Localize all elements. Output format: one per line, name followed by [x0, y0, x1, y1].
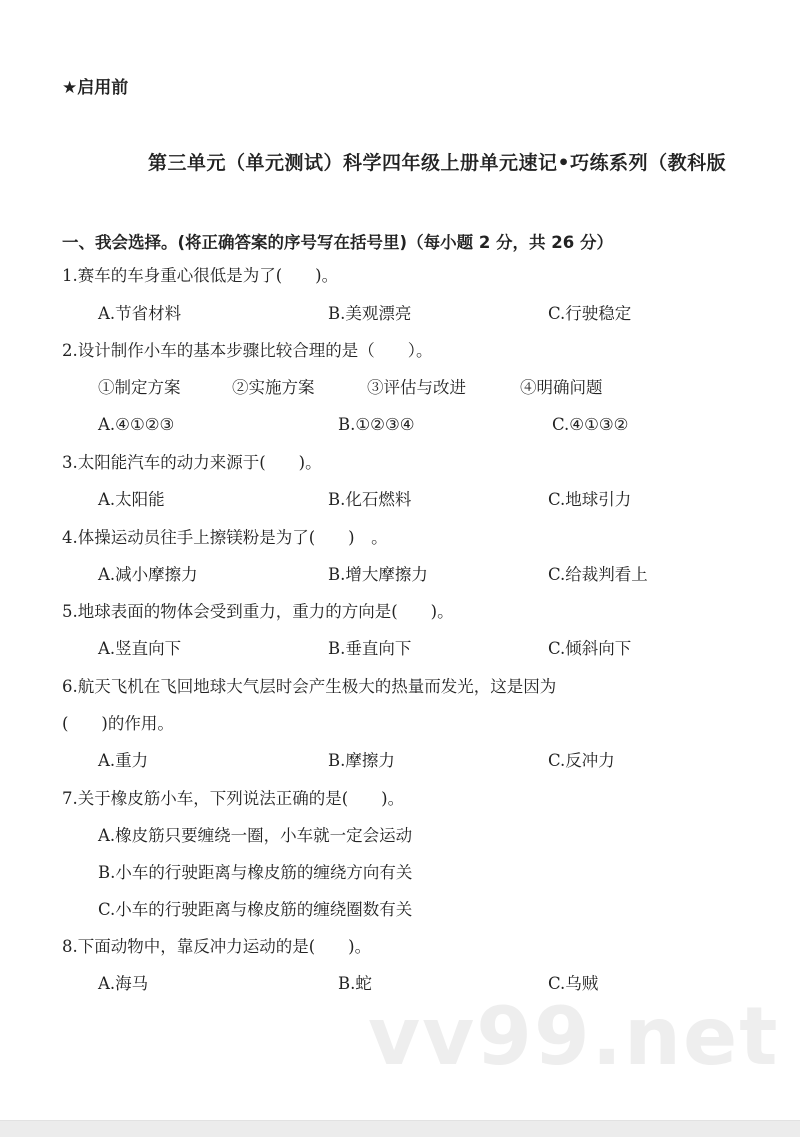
question-3-stem: 3.太阳能汽车的动力来源于( )。 [62, 453, 322, 472]
question-8-option-b: B.蛇 [338, 974, 372, 993]
question-2-option-b: B.①②③④ [338, 415, 415, 434]
question-7-option-b: B.小车的行驶距离与橡皮筋的缠绕方向有关 [98, 863, 413, 882]
question-7-stem: 7.关于橡皮筋小车，下列说法正确的是( )。 [62, 789, 405, 808]
question-2-step-2: ②实施方案 [232, 378, 315, 397]
question-3-option-a: A.太阳能 [98, 490, 165, 509]
question-5-option-b: B.垂直向下 [328, 639, 412, 658]
question-2-stem: 2.设计制作小车的基本步骤比较合理的是（ ）。 [62, 341, 433, 360]
question-8-option-c: C.乌贼 [548, 974, 599, 993]
question-1-option-b: B.美观漂亮 [328, 304, 412, 323]
question-4-option-a: A.减小摩擦力 [98, 565, 198, 584]
question-3-option-b: B.化石燃料 [328, 490, 412, 509]
question-2-option-a: A.④①②③ [98, 415, 175, 434]
question-6-stem-continued: ( )的作用。 [62, 714, 174, 733]
question-8-stem: 8.下面动物中，靠反冲力运动的是( )。 [62, 937, 372, 956]
question-6-option-b: B.摩擦力 [328, 751, 395, 770]
question-8-option-a: A.海马 [98, 974, 149, 993]
question-6-option-c: C.反冲力 [548, 751, 615, 770]
question-1-option-c: C.行驶稳定 [548, 304, 632, 323]
question-2-step-4: ④明确问题 [520, 378, 603, 397]
page-bottom-strip [0, 1120, 800, 1137]
section-heading: 一、我会选择。(将正确答案的序号写在括号里)（每小题 2 分，共 26 分） [62, 233, 614, 252]
watermark: vv99.net [368, 990, 780, 1083]
question-2-step-1: ①制定方案 [98, 378, 181, 397]
question-6-option-a: A.重力 [98, 751, 149, 770]
question-2-step-3: ③评估与改进 [367, 378, 466, 397]
question-4-stem: 4.体操运动员往手上擦镁粉是为了( ) 。 [62, 528, 388, 547]
question-6-stem: 6.航天飞机在飞回地球大气层时会产生极大的热量而发光，这是因为 [62, 677, 557, 696]
question-5-option-a: A.竖直向下 [98, 639, 182, 658]
question-1-stem: 1.赛车的车身重心很低是为了( )。 [62, 266, 339, 285]
page-title: 第三单元（单元测试）科学四年级上册单元速记•巧练系列（教科版 [148, 152, 727, 174]
question-5-option-c: C.倾斜向下 [548, 639, 632, 658]
question-4-option-b: B.增大摩擦力 [328, 565, 428, 584]
question-7-option-c: C.小车的行驶距离与橡皮筋的缠绕圈数有关 [98, 900, 413, 919]
question-7-option-a: A.橡皮筋只要缠绕一圈，小车就一定会运动 [98, 826, 413, 845]
question-4-option-c: C.给裁判看上 [548, 565, 648, 584]
question-2-option-c: C.④①③② [552, 415, 629, 434]
question-1-option-a: A.节省材料 [98, 304, 182, 323]
question-3-option-c: C.地球引力 [548, 490, 632, 509]
confidential-tag: ★启用前 [62, 78, 129, 98]
question-5-stem: 5.地球表面的物体会受到重力，重力的方向是( )。 [62, 602, 454, 621]
